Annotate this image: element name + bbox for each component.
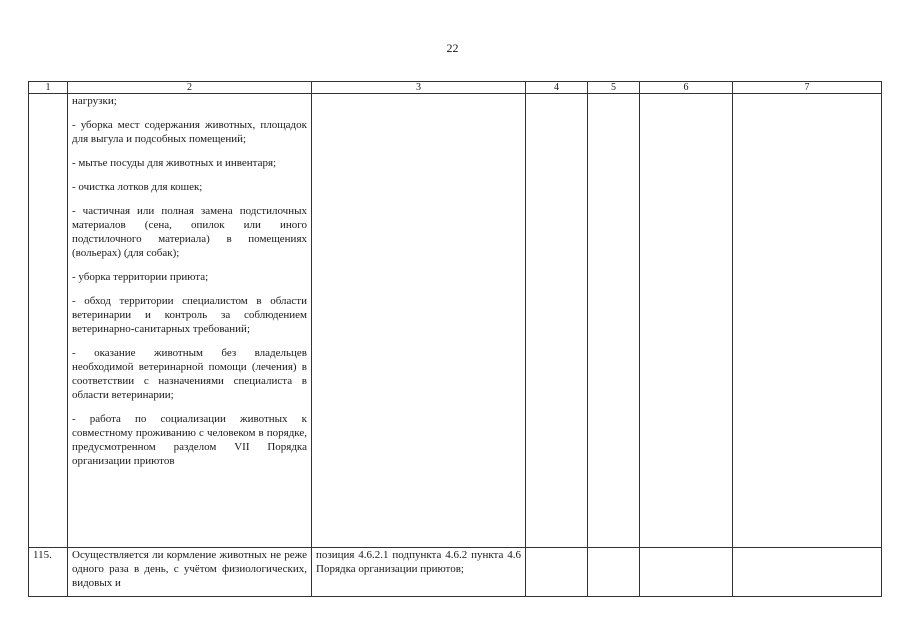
answer-na-cell bbox=[640, 94, 733, 548]
column-header-5: 5 bbox=[588, 82, 640, 94]
reference-text: позиция 4.6.2.1 подпункта 4.6.2 пункта 4.6 Порядка организации приютов; bbox=[316, 549, 521, 575]
answer-no-cell bbox=[588, 94, 640, 548]
note-cell bbox=[733, 94, 882, 548]
list-item: нагрузки; bbox=[72, 95, 117, 107]
requirement-list-cell bbox=[68, 94, 312, 548]
column-header-6: 6 bbox=[640, 82, 733, 94]
note-cell bbox=[733, 548, 882, 597]
column-header-1: 1 bbox=[29, 82, 68, 94]
question-text: Осуществляется ли кормление животных не реже одного раза в день, с учётом физиологических, видовых и bbox=[72, 549, 307, 589]
answer-yes-cell bbox=[526, 548, 588, 597]
table-row bbox=[29, 94, 882, 548]
list-item: - работа по социализации животных к совместному проживанию с человеком в порядке, предусмотренном разделом VII Порядка организации приютов bbox=[72, 413, 307, 467]
column-header-4: 4 bbox=[526, 82, 588, 94]
table-row bbox=[29, 548, 882, 597]
list-item: - уборка территории приюта; bbox=[72, 271, 209, 283]
list-item: - частичная или полная замена подстилочных материалов (сена, опилок или иного подстилочного материала) в помещениях (вольерах) (для собак); bbox=[72, 205, 307, 259]
page-number: 22 bbox=[446, 41, 459, 55]
list-item: - уборка мест содержания животных, площадок для выгула и подсобных помещений; bbox=[72, 119, 307, 145]
answer-yes-cell bbox=[526, 94, 588, 548]
list-item: - обход территории специалистом в области ветеринарии и контроль за соблюдением ветеринарно-санитарных требований; bbox=[72, 295, 307, 335]
row-number-cell: 115. bbox=[29, 548, 68, 597]
reference-cell bbox=[312, 548, 526, 597]
list-item: - очистка лотков для кошек; bbox=[72, 181, 203, 193]
question-cell bbox=[68, 548, 312, 597]
list-item: - оказание животным без владельцев необходимой ветеринарной помощи (лечения) в соответствии с назначениями специалиста в области ветеринарии; bbox=[72, 347, 307, 401]
header-row bbox=[29, 82, 882, 94]
answer-na-cell bbox=[640, 548, 733, 597]
column-header-3: 3 bbox=[312, 82, 526, 94]
list-item: - мытье посуды для животных и инвентаря; bbox=[72, 157, 277, 169]
column-header-7: 7 bbox=[733, 82, 882, 94]
column-header-2: 2 bbox=[68, 82, 312, 94]
row-number-cell bbox=[29, 94, 68, 548]
requirements-table bbox=[28, 81, 882, 597]
reference-cell bbox=[312, 94, 526, 548]
answer-no-cell bbox=[588, 548, 640, 597]
